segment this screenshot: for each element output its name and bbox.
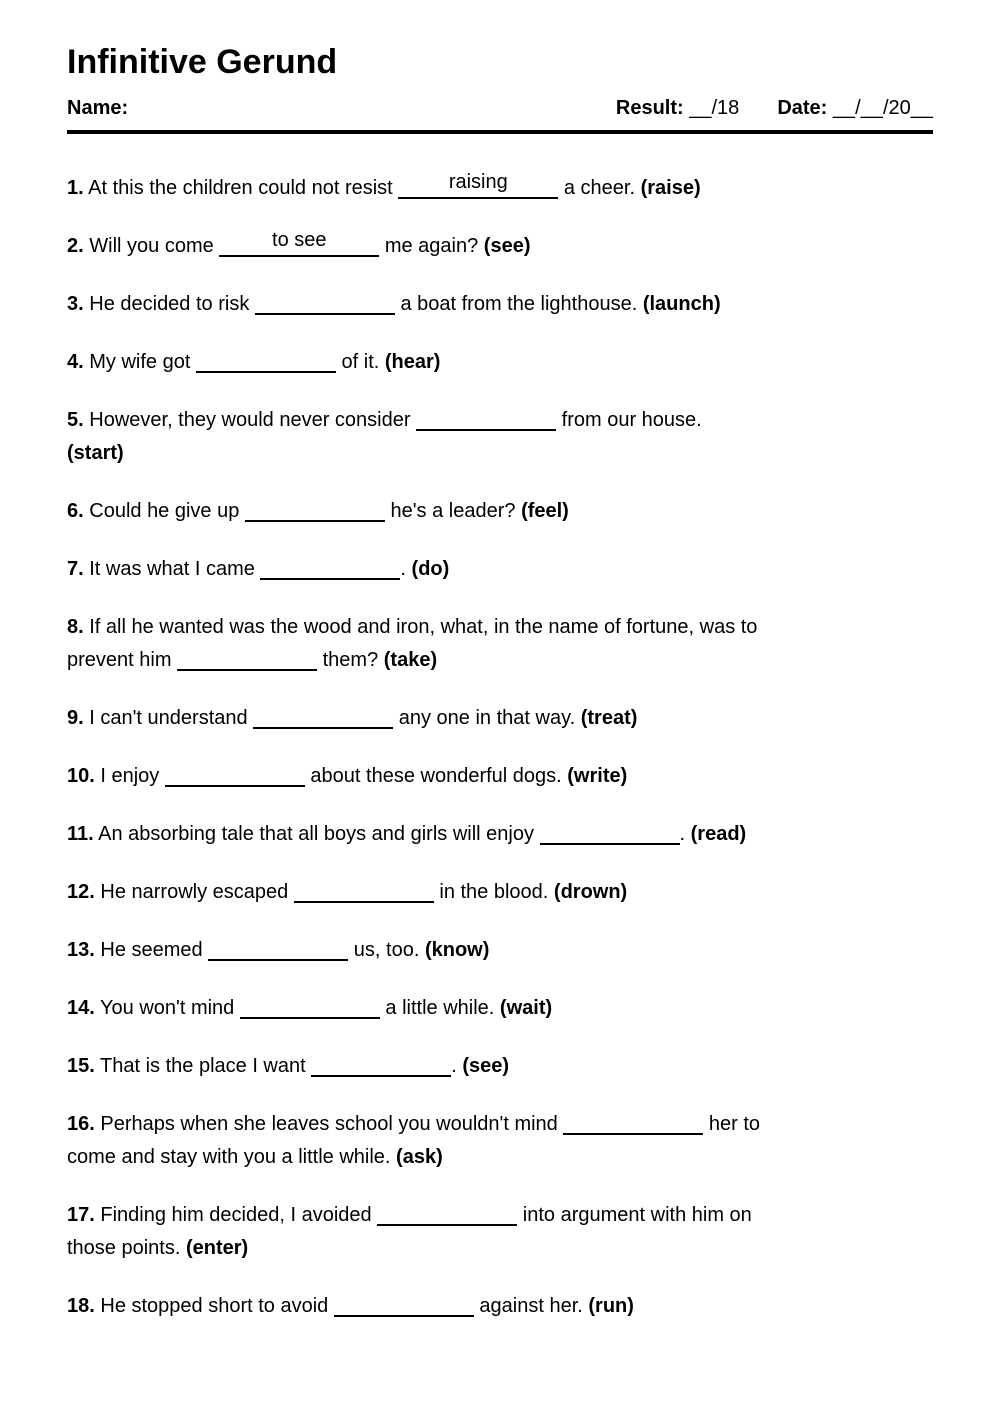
verb-hint: (take) bbox=[383, 649, 438, 672]
verb-hint: (feel) bbox=[521, 500, 569, 523]
question-16: 16. Perhaps when she leaves school you wouldn't mind her to come and stay with you a little while. (ask) bbox=[67, 1108, 947, 1174]
result-value: __/18 bbox=[689, 97, 740, 120]
question-6: 6. Could he give up he's a leader? (feel) bbox=[67, 495, 947, 528]
verb-hint: (drown) bbox=[553, 881, 628, 904]
question-number: 5. bbox=[67, 409, 84, 432]
answer-blank[interactable] bbox=[165, 761, 305, 787]
verb-hint: (launch) bbox=[642, 293, 721, 316]
answer-blank[interactable] bbox=[377, 1200, 517, 1226]
question-number: 11. bbox=[67, 823, 94, 846]
verb-hint: (raise) bbox=[640, 177, 701, 200]
verb-hint: (ask) bbox=[396, 1146, 443, 1169]
question-18: 18. He stopped short to avoid against her. (run) bbox=[67, 1290, 947, 1323]
question-number: 18. bbox=[67, 1295, 95, 1318]
answer-blank[interactable] bbox=[416, 405, 556, 431]
question-number: 6. bbox=[67, 500, 84, 523]
answer-blank[interactable] bbox=[334, 1291, 474, 1317]
answer-blank[interactable] bbox=[540, 819, 680, 845]
question-12: 12. He narrowly escaped in the blood. (drown) bbox=[67, 876, 947, 909]
answer-blank[interactable] bbox=[253, 703, 393, 729]
question-number: 16. bbox=[67, 1113, 95, 1136]
question-number: 3. bbox=[67, 293, 84, 316]
answer-blank[interactable] bbox=[311, 1051, 451, 1077]
question-3: 3. He decided to risk a boat from the lighthouse. (launch) bbox=[67, 288, 947, 321]
question-11: 11. An absorbing tale that all boys and girls will enjoy . (read) bbox=[67, 818, 947, 851]
verb-hint: (write) bbox=[567, 765, 628, 788]
question-5: 5. However, they would never consider from our house. (start) bbox=[67, 404, 947, 470]
answer-blank[interactable] bbox=[219, 231, 379, 257]
question-2: 2. Will you come to see me again? (see) bbox=[67, 229, 531, 258]
question-number: 17. bbox=[67, 1204, 95, 1227]
verb-hint: (start) bbox=[67, 442, 124, 465]
question-4: 4. My wife got of it. (hear) bbox=[67, 346, 947, 379]
question-number: 8. bbox=[67, 616, 84, 639]
question-number: 2. bbox=[67, 235, 84, 258]
question-8: 8. If all he wanted was the wood and iron, what, in the name of fortune, was to prevent him them? (take) bbox=[67, 616, 758, 672]
answer-blank[interactable] bbox=[196, 347, 336, 373]
verb-hint: (run) bbox=[588, 1295, 634, 1318]
verb-hint: (hear) bbox=[384, 351, 441, 374]
verb-hint: (see) bbox=[483, 235, 531, 258]
verb-hint: (wait) bbox=[499, 997, 553, 1020]
question-number: 15. bbox=[67, 1055, 95, 1078]
verb-hint: (know) bbox=[424, 939, 490, 962]
answer-text: raising bbox=[448, 171, 508, 194]
verb-hint: (do) bbox=[411, 558, 450, 581]
answer-blank[interactable] bbox=[208, 935, 348, 961]
question-7: 7. It was what I came . (do) bbox=[67, 553, 947, 586]
answer-blank[interactable] bbox=[563, 1109, 703, 1135]
header-rule bbox=[67, 97, 933, 134]
date-label: Date: bbox=[777, 97, 828, 120]
question-number: 13. bbox=[67, 939, 95, 962]
verb-hint: (read) bbox=[690, 823, 747, 846]
answer-blank[interactable] bbox=[260, 554, 400, 580]
name-field bbox=[67, 97, 128, 120]
date-value: __/__/20__ bbox=[832, 97, 933, 120]
question-14: 14. You won't mind a little while. (wait) bbox=[67, 992, 947, 1025]
name-label: Name: bbox=[67, 97, 129, 120]
answer-text: to see bbox=[272, 229, 327, 252]
header-meta bbox=[616, 97, 933, 120]
answer-blank[interactable] bbox=[177, 645, 317, 671]
question-9: 9. I can't understand any one in that way. (treat) bbox=[67, 702, 947, 735]
answer-blank[interactable] bbox=[240, 993, 380, 1019]
result-field bbox=[616, 97, 739, 120]
question-number: 10. bbox=[67, 765, 95, 788]
result-label: Result: bbox=[615, 97, 684, 120]
question-number: 14. bbox=[67, 997, 95, 1020]
question-17: 17. Finding him decided, I avoided into argument with him on those points. (enter) bbox=[67, 1199, 947, 1265]
question-number: 4. bbox=[67, 351, 84, 374]
question-10: 10. I enjoy about these wonderful dogs. (write) bbox=[67, 760, 947, 793]
question-number: 9. bbox=[67, 707, 84, 730]
verb-hint: (see) bbox=[462, 1055, 510, 1078]
question-13: 13. He seemed us, too. (know) bbox=[67, 934, 947, 967]
question-number: 1. bbox=[67, 177, 84, 200]
answer-blank[interactable] bbox=[294, 877, 434, 903]
question-15: 15. That is the place I want . (see) bbox=[67, 1050, 947, 1083]
verb-hint: (treat) bbox=[580, 707, 638, 730]
questions bbox=[67, 134, 947, 1323]
page-title: Infinitive Gerund bbox=[67, 43, 338, 81]
question-number: 12. bbox=[67, 881, 95, 904]
question-1: 1. At this the children could not resist raising a cheer. (raise) bbox=[67, 171, 701, 200]
answer-blank[interactable] bbox=[255, 289, 395, 315]
verb-hint: (enter) bbox=[185, 1237, 249, 1260]
date-field bbox=[777, 97, 933, 120]
answer-blank[interactable] bbox=[398, 173, 558, 199]
question-number: 7. bbox=[67, 558, 84, 581]
answer-blank[interactable] bbox=[245, 496, 385, 522]
